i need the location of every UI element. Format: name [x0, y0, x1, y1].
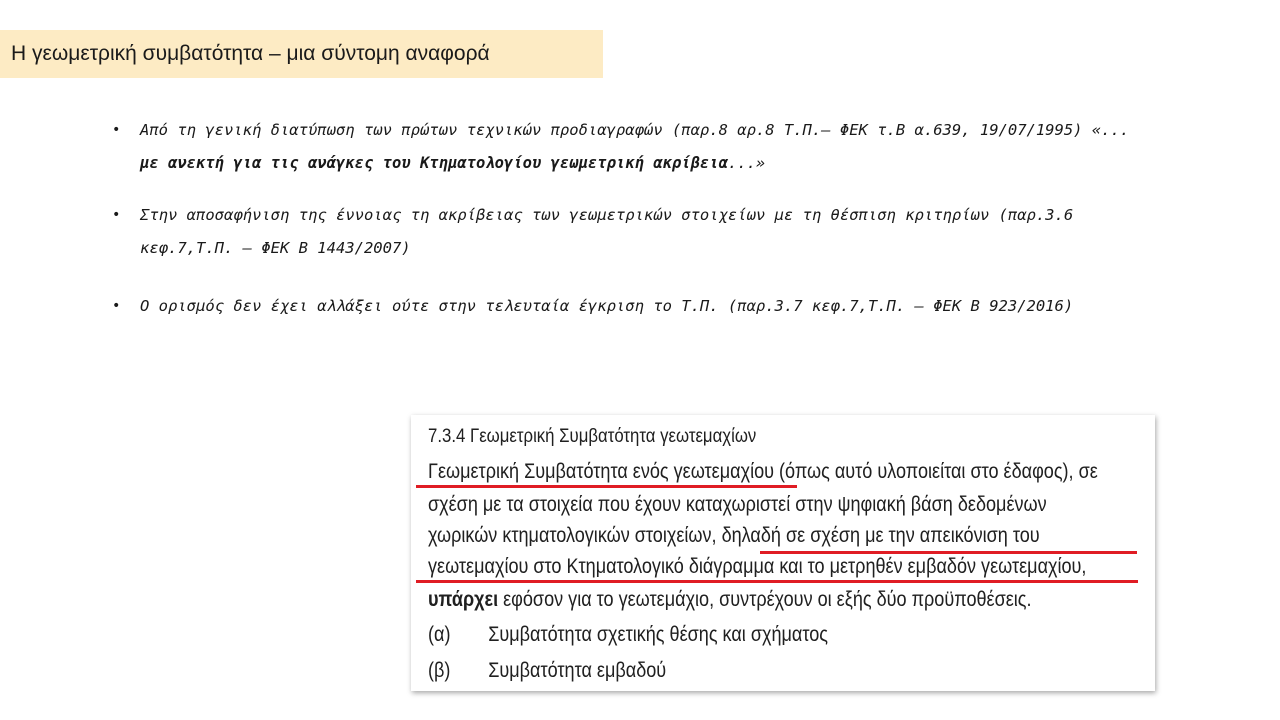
bullet-text: Από τη γενική διατύπωση των πρώτων τεχνικών προδιαγραφών (παρ.8 αρ.8 Τ.Π.– ΦΕΚ τ.Β α.639, 19/07/1995) «... — [140, 121, 1130, 139]
excerpt-item-text: Συμβατότητα εμβαδού — [488, 659, 667, 682]
excerpt-item-marker: (α) — [428, 623, 451, 646]
excerpt-heading: 7.3.4 Γεωμετρική Συμβατότητα γεωτεμαχίων — [428, 425, 757, 447]
excerpt-item-marker: (β) — [428, 659, 451, 682]
excerpt-bold-word: υπάρχει — [428, 588, 499, 611]
excerpt-line: σχέση με τα στοιχεία που έχουν καταχωριστεί στην ψηφιακή βάση δεδομένων — [428, 493, 1047, 516]
red-underline — [416, 485, 797, 488]
bullet-bold-text: με ανεκτή για τις ανάγκες του Κτηματολογίου γεωμετρική ακρίβεια — [140, 154, 728, 172]
bullet-text: Ο ορισμός δεν έχει αλλάξει ούτε στην τελευταία έγκριση το Τ.Π. (παρ.3.7 κεφ.7,Τ.Π. – ΦΕΚ Β 923/2016) — [140, 297, 1074, 315]
bullet-marker: • — [112, 207, 121, 223]
excerpt-list-item — [428, 659, 666, 683]
bullet-text: Στην αποσαφήνιση της έννοιας τη ακρίβειας των γεωμετρικών στοιχείων με τη θέσπιση κριτηρίων (παρ.3.6 κεφ.7,Τ.Π. – ΦΕΚ Β 1443/2007) — [140, 206, 1074, 257]
excerpt-line — [428, 588, 1032, 612]
bullet-marker: • — [112, 298, 121, 314]
bullet-item — [112, 290, 1142, 323]
bullet-item — [112, 199, 1142, 265]
document-excerpt-image — [411, 415, 1155, 691]
excerpt-item-text: Συμβατότητα σχετικής θέσης και σχήματος — [488, 623, 828, 646]
excerpt-list-item — [428, 623, 828, 647]
bullet-list — [112, 114, 1142, 323]
red-underline — [416, 580, 1138, 583]
slide-title: Η γεωμετρική συμβατότητα – μια σύντομη αναφορά — [11, 42, 490, 65]
excerpt-line: Γεωμετρική Συμβατότητα ενός γεωτεμαχίου (όπως αυτό υλοποιείται στο έδαφος), σε — [428, 460, 1098, 483]
red-underline — [760, 551, 1137, 554]
bullet-marker: • — [112, 122, 121, 138]
excerpt-line-rest: εφόσον για το γεωτεμάχιο, συντρέχουν οι εξής δύο προϋποθέσεις. — [498, 588, 1032, 611]
excerpt-line: γεωτεμαχίου στο Κτηματολογικό διάγραμμα και το μετρηθέν εμβαδόν γεωτεμαχίου, — [428, 555, 1087, 578]
bullet-item — [112, 114, 1142, 180]
excerpt-line: χωρικών κτηματολογικών στοιχείων, δηλαδή σε σχέση με την απεικόνιση του — [428, 524, 1040, 547]
title-banner — [0, 30, 603, 78]
bullet-tail-text: ...» — [727, 154, 766, 172]
